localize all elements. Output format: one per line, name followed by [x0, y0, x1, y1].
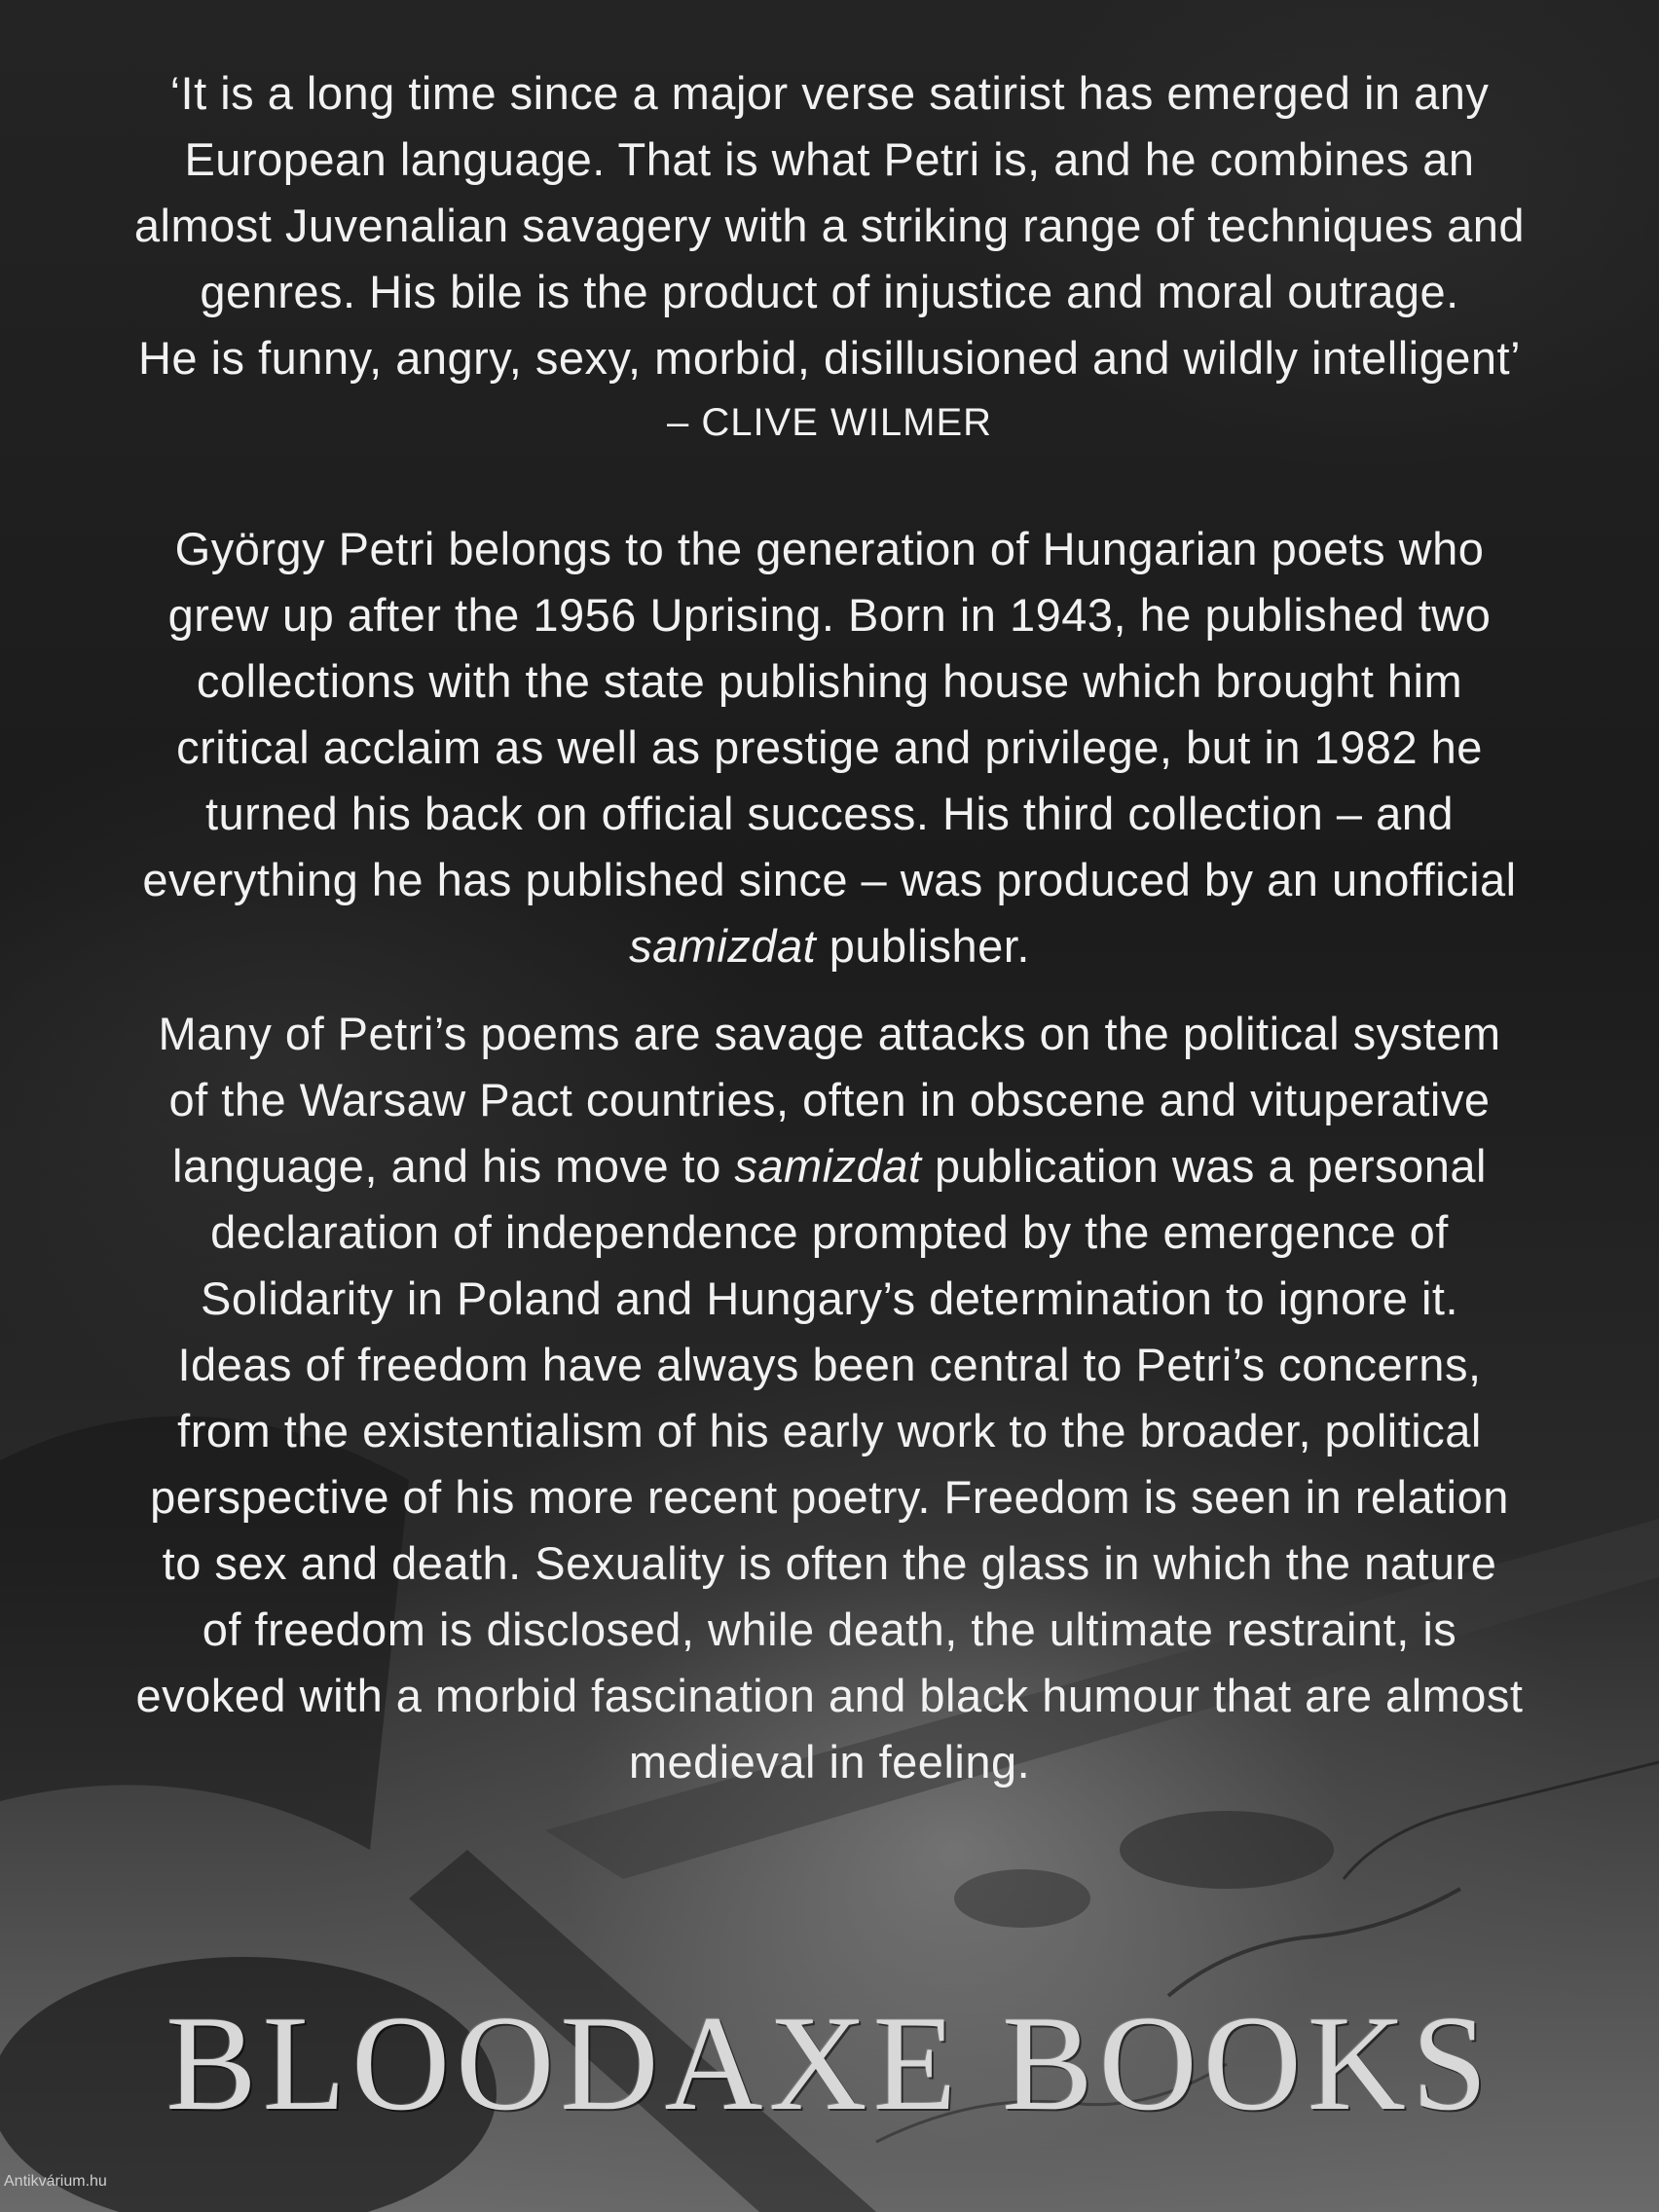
bio-line: grew up after the 1956 Uprising. Born in 1943, he published two [167, 589, 1492, 641]
themes-line: evoked with a morbid fascination and black humour that are almost [135, 1670, 1524, 1721]
quote-line: ‘It is a long time since a major verse satirist has emerged in any [169, 67, 1490, 119]
italic-term: samizdat [734, 1140, 922, 1192]
author-bio-paragraph [68, 516, 1591, 979]
themes-line: Solidarity in Poland and Hungary’s determination to ignore it. [200, 1272, 1459, 1324]
bio-line: critical acclaim as well as prestige and privilege, but in 1982 he [176, 721, 1483, 773]
bio-line: turned his back on official success. His third collection – and [204, 788, 1454, 839]
themes-line: from the existentialism of his early work to the broader, political [177, 1405, 1482, 1456]
themes-line-text: publication was a personal [921, 1140, 1487, 1192]
bio-line: György Petri belongs to the generation of Hungarian poets who [174, 523, 1485, 574]
themes-line: of the Warsaw Pact countries, often in obscene and vituperative [168, 1074, 1491, 1125]
themes-line: declaration of independence prompted by the emergence of [210, 1206, 1449, 1258]
themes-line: perspective of his more recent poetry. Freedom is seen in relation [150, 1471, 1509, 1523]
watermark: Antikvárium.hu [4, 2173, 107, 2190]
publisher-logo: BLOODAXE BOOKS [166, 1988, 1493, 2139]
bio-line: everything he has published since – was produced by an unofficial [142, 854, 1517, 905]
quote-line: genres. His bile is the product of injustice and moral outrage. [200, 266, 1459, 317]
review-quote [68, 60, 1591, 454]
themes-line: Ideas of freedom have always been central to Petri’s concerns, [177, 1339, 1482, 1390]
italic-term: samizdat [629, 920, 817, 972]
themes-paragraph [68, 1001, 1591, 1795]
themes-line [68, 1133, 1591, 1199]
quote-line: European language. That is what Petri is, and he combines an [184, 133, 1475, 185]
quote-line: He is funny, angry, sexy, morbid, disillusioned and wildly intelligent’ [137, 332, 1522, 384]
bio-line: collections with the state publishing house which brought him [196, 655, 1463, 707]
quote-line: almost Juvenalian savagery with a striking range of techniques and [133, 200, 1526, 251]
themes-line: to sex and death. Sexuality is often the glass in which the nature [162, 1537, 1497, 1589]
themes-line-text: language, and his move to [172, 1140, 735, 1192]
bio-line-text: publisher. [816, 920, 1030, 972]
themes-line: medieval in feeling. [628, 1736, 1031, 1788]
quote-attribution: – CLIVE WILMER [666, 401, 993, 444]
bio-line [68, 913, 1591, 979]
themes-line: of freedom is disclosed, while death, the ultimate restraint, is [202, 1604, 1457, 1655]
themes-line: Many of Petri’s poems are savage attacks on the political system [158, 1008, 1501, 1059]
